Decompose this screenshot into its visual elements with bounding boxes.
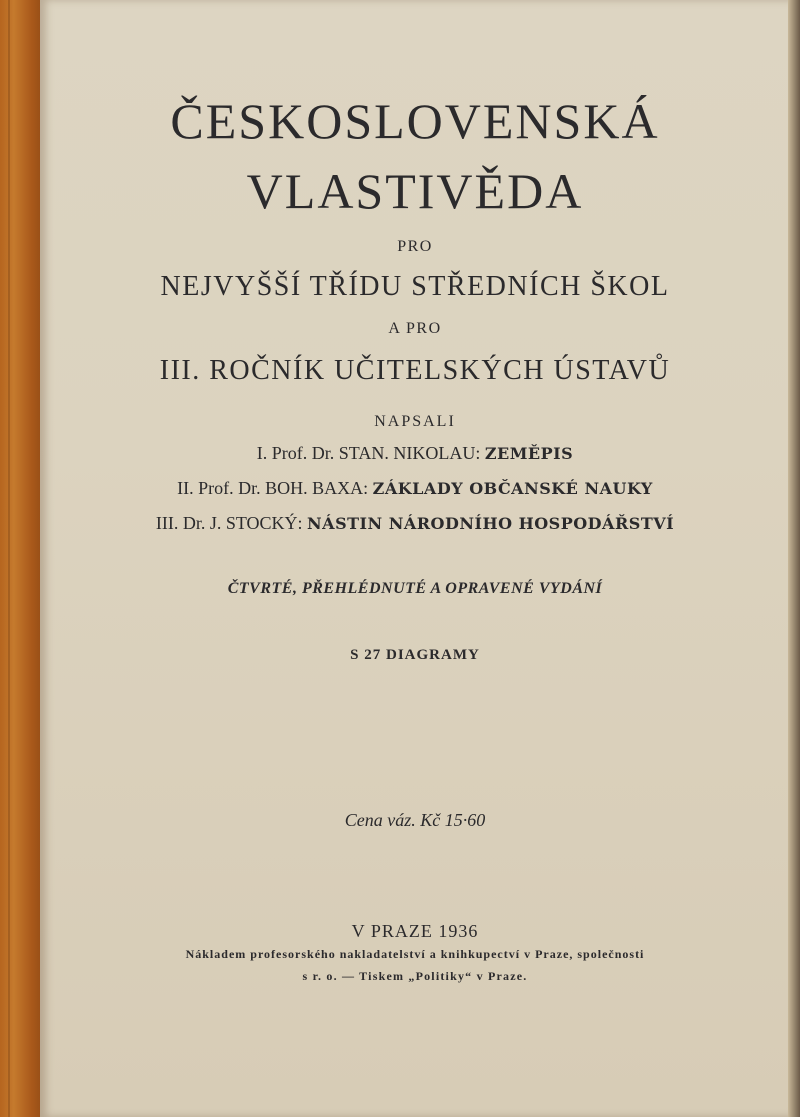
author-subject: NÁSTIN NÁRODNÍHO HOSPODÁŘSTVÍ <box>307 514 675 533</box>
author-name: I. Prof. Dr. STAN. NIKOLAU: <box>256 443 481 463</box>
author-line <box>40 478 790 499</box>
author-subject: ZEMĚPIS <box>484 444 574 463</box>
author-subject: ZÁKLADY OBČANSKÉ NAUKY <box>372 479 653 498</box>
publisher-line-1: Nákladem profesorského nakladatelství a knihkupectví v Praze, společnosti <box>185 947 645 961</box>
author-name: III. Dr. J. STOCKÝ: <box>155 513 303 533</box>
author-line <box>40 513 790 534</box>
subtitle-pro: PRO <box>397 238 433 255</box>
imprint-place: V PRAZE 1936 <box>351 921 479 941</box>
subtitle-a-pro: A PRO <box>388 320 442 337</box>
author-line <box>40 443 790 464</box>
diagrams-note: S 27 DIAGRAMY <box>350 647 480 663</box>
edition-note: ČTVRTÉ, PŘEHLÉDNUTÉ A OPRAVENÉ VYDÁNÍ <box>227 580 603 597</box>
subtitle-line-2: III. ROČNÍK UČITELSKÝCH ÚSTAVŮ <box>159 355 671 386</box>
publisher-line-2: s r. o. — Tiskem „Politiky“ v Praze. <box>302 969 528 983</box>
author-name: II. Prof. Dr. BOH. BAXA: <box>177 478 369 498</box>
subtitle-line-1: NEJVYŠŠÍ TŘÍDU STŘEDNÍCH ŠKOL <box>160 271 670 302</box>
authors-heading: NAPSALI <box>374 413 456 430</box>
title-line-1: ČESKOSLOVENSKÁ <box>170 93 660 149</box>
price: Cena váz. Kč 15·60 <box>344 810 486 830</box>
title-line-2: VLASTIVĚDA <box>246 163 584 219</box>
